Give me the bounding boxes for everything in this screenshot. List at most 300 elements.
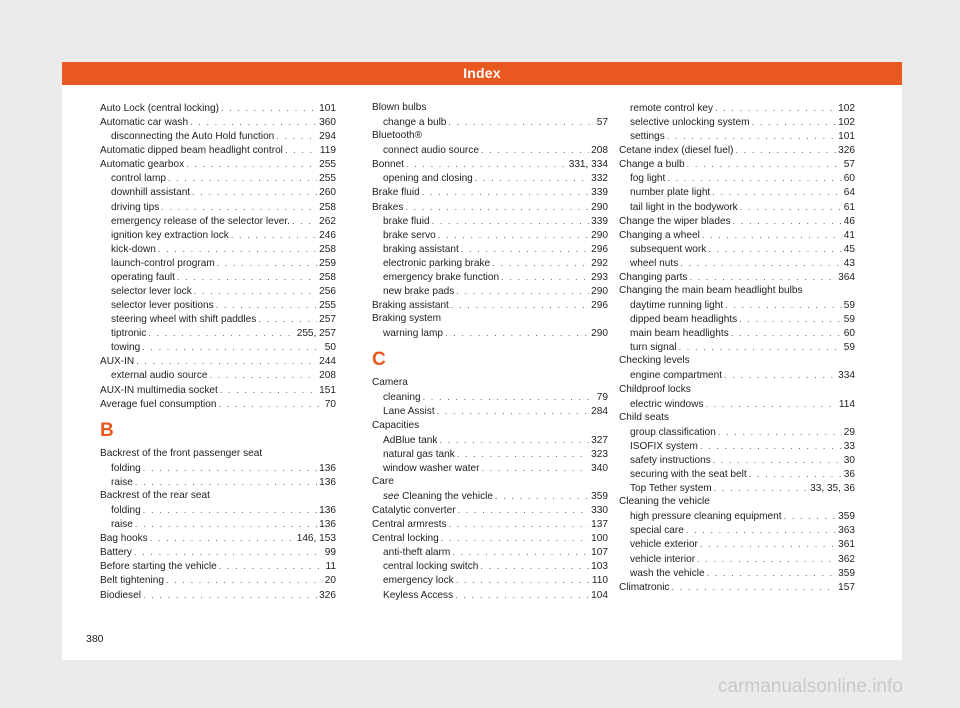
page-reference: 255, 257 bbox=[296, 328, 336, 340]
dot-leader bbox=[220, 383, 317, 397]
dot-leader bbox=[671, 580, 836, 594]
index-subentry bbox=[100, 312, 336, 326]
index-subentry bbox=[372, 545, 608, 559]
index-entry-text: selector lever lock bbox=[111, 286, 192, 298]
index-heading-text: Cleaning the vehicle bbox=[619, 496, 710, 508]
dot-leader bbox=[702, 228, 842, 242]
page-reference: 99 bbox=[324, 547, 336, 559]
index-entry-text: window washer water bbox=[383, 462, 480, 474]
dot-leader bbox=[700, 537, 836, 551]
dot-leader bbox=[451, 298, 589, 312]
index-heading-text: Backrest of the front passenger seat bbox=[100, 447, 263, 459]
index-entry-text: remote control key bbox=[630, 103, 714, 114]
dot-leader bbox=[456, 573, 590, 587]
page-reference: 45 bbox=[843, 243, 855, 255]
index-entry-text: central locking switch bbox=[383, 561, 479, 573]
dot-leader bbox=[457, 447, 589, 461]
index-subentry bbox=[619, 439, 855, 453]
index-subentry bbox=[372, 390, 608, 404]
index-subentry bbox=[372, 588, 608, 602]
index-subentry bbox=[372, 214, 608, 228]
index-column-2 bbox=[372, 101, 608, 602]
dot-leader bbox=[432, 214, 590, 228]
index-column-1 bbox=[100, 101, 336, 602]
page-reference: 102 bbox=[838, 117, 855, 129]
index-entry-text: Changing parts bbox=[619, 271, 688, 283]
index-entry-text: dipped beam headlights bbox=[630, 314, 738, 326]
index-entry-text: engine compartment bbox=[630, 370, 723, 382]
index-entry-text: anti-theft alarm bbox=[383, 547, 451, 559]
index-subentry bbox=[619, 242, 855, 256]
index-heading bbox=[619, 284, 855, 298]
dot-leader bbox=[190, 115, 317, 129]
dot-leader bbox=[480, 559, 589, 573]
page-reference: 59 bbox=[843, 314, 855, 326]
dot-leader bbox=[739, 312, 842, 326]
index-entry bbox=[100, 545, 336, 559]
index-entry-text: folding bbox=[111, 462, 141, 474]
page-reference: 244 bbox=[319, 356, 336, 368]
page-reference: 33, 35, 36 bbox=[810, 483, 855, 495]
index-heading bbox=[372, 101, 608, 115]
index-entry-text: launch-control program bbox=[111, 257, 215, 269]
index-heading-text: Changing the main beam headlight bulbs bbox=[619, 285, 803, 297]
index-entry-text: change a bulb bbox=[383, 117, 447, 129]
dot-leader bbox=[168, 171, 317, 185]
index-entry-text: Auto Lock (central locking) bbox=[100, 103, 219, 114]
page-reference: 362 bbox=[838, 553, 855, 565]
index-subentry bbox=[100, 129, 336, 143]
index-heading-text: Blown bulbs bbox=[372, 102, 427, 113]
dot-leader bbox=[687, 157, 842, 171]
page-reference: 361 bbox=[838, 539, 855, 551]
dot-leader bbox=[285, 143, 318, 157]
index-entry-text: tail light in the bodywork bbox=[630, 201, 738, 213]
index-entry-text: Bag hooks bbox=[100, 533, 148, 545]
dot-leader bbox=[221, 101, 317, 115]
index-subentry bbox=[100, 242, 336, 256]
page-reference: 61 bbox=[843, 201, 855, 213]
page-reference: 331, 334 bbox=[568, 159, 608, 171]
dot-leader bbox=[438, 228, 589, 242]
index-subentry bbox=[372, 284, 608, 298]
dot-leader bbox=[405, 200, 589, 214]
index-subentry bbox=[372, 559, 608, 573]
index-heading bbox=[100, 447, 336, 461]
index-subentry bbox=[372, 326, 608, 340]
index-entry bbox=[100, 101, 336, 115]
page-reference: 339 bbox=[591, 215, 608, 227]
index-subentry bbox=[372, 242, 608, 256]
index-entry-text: emergency brake function bbox=[383, 271, 500, 283]
dot-leader bbox=[292, 214, 317, 228]
index-entry-text: wheel nuts bbox=[630, 257, 679, 269]
index-heading bbox=[100, 489, 336, 503]
page-reference: 30 bbox=[843, 454, 855, 466]
page-reference: 59 bbox=[843, 300, 855, 312]
page-reference: 327 bbox=[591, 434, 608, 446]
page-reference: 339 bbox=[591, 187, 608, 199]
index-entry-text: emergency lock bbox=[383, 575, 454, 587]
index-subentry bbox=[619, 129, 855, 143]
index-entry-text: control lamp bbox=[111, 173, 166, 185]
index-entry-text: warning lamp bbox=[383, 328, 444, 340]
index-heading-text: Backrest of the rear seat bbox=[100, 489, 210, 501]
index-entry-text: external audio source bbox=[111, 370, 208, 382]
page-reference: 359 bbox=[591, 490, 608, 502]
index-entry bbox=[100, 559, 336, 573]
page-reference: 246 bbox=[319, 229, 336, 241]
index-entry-text: Automatic car wash bbox=[100, 117, 189, 129]
index-subentry bbox=[619, 326, 855, 340]
dot-leader bbox=[667, 129, 836, 143]
page-reference: 79 bbox=[596, 392, 608, 404]
page-reference: 43 bbox=[843, 257, 855, 269]
index-entry-text: Braking assistant bbox=[372, 300, 449, 312]
index-subentry bbox=[100, 214, 336, 228]
index-subentry bbox=[619, 340, 855, 354]
page-reference: 296 bbox=[591, 300, 608, 312]
index-subentry bbox=[100, 503, 336, 517]
index-subentry bbox=[619, 523, 855, 537]
dot-leader bbox=[689, 270, 836, 284]
page-title: Index bbox=[463, 65, 501, 81]
page-reference: 136 bbox=[319, 462, 336, 474]
index-subentry bbox=[619, 185, 855, 199]
page-reference: 100 bbox=[591, 533, 608, 545]
index-entry-text: Change a bulb bbox=[619, 159, 685, 171]
page-reference: 119 bbox=[319, 145, 336, 157]
index-entry bbox=[100, 573, 336, 587]
dot-leader bbox=[406, 157, 567, 171]
index-heading-text: Childproof locks bbox=[619, 383, 691, 395]
index-subentry bbox=[100, 517, 336, 531]
index-subentry bbox=[619, 397, 855, 411]
index-subentry bbox=[372, 270, 608, 284]
index-subentry bbox=[100, 185, 336, 199]
index-entry-text: Change the wiper blades bbox=[619, 215, 731, 227]
index-subentry bbox=[619, 453, 855, 467]
index-subentry bbox=[619, 368, 855, 382]
index-entry-text: downhill assistant bbox=[111, 187, 191, 199]
index-heading bbox=[372, 129, 608, 143]
index-heading-text: Bluetooth® bbox=[372, 130, 423, 142]
page-reference: 290 bbox=[591, 229, 608, 241]
index-entry-text: special care bbox=[630, 525, 684, 537]
index-heading bbox=[372, 419, 608, 433]
index-subentry bbox=[619, 101, 855, 115]
page-reference: 256 bbox=[319, 286, 336, 298]
dot-leader bbox=[712, 185, 842, 199]
index-subentry bbox=[619, 200, 855, 214]
page-reference: 64 bbox=[843, 187, 855, 199]
page-reference: 59 bbox=[843, 342, 855, 354]
index-entry-text: Central locking bbox=[372, 533, 439, 545]
page-reference: 137 bbox=[591, 519, 608, 531]
index-entry-text: electronic parking brake bbox=[383, 257, 491, 269]
page-reference: 363 bbox=[838, 525, 855, 537]
page-reference: 114 bbox=[838, 398, 855, 410]
dot-leader bbox=[455, 588, 589, 602]
index-entry bbox=[100, 143, 336, 157]
dot-leader bbox=[448, 115, 594, 129]
index-entry-text: securing with the seat belt bbox=[630, 469, 747, 481]
index-heading bbox=[619, 411, 855, 425]
page-reference: 157 bbox=[838, 581, 855, 593]
index-heading-text: Camera bbox=[372, 377, 408, 389]
dot-leader bbox=[492, 256, 589, 270]
dot-leader bbox=[714, 481, 808, 495]
index-heading-text: Care bbox=[372, 475, 394, 487]
see-target: Cleaning the vehicle bbox=[402, 490, 493, 502]
index-column-3 bbox=[619, 101, 855, 594]
page-reference: 110 bbox=[591, 575, 608, 587]
index-subentry bbox=[100, 200, 336, 214]
dot-leader bbox=[134, 545, 323, 559]
dot-leader bbox=[452, 545, 589, 559]
index-subentry bbox=[100, 461, 336, 475]
page-reference: 46 bbox=[843, 215, 855, 227]
dot-leader bbox=[784, 509, 837, 523]
index-entry bbox=[372, 200, 608, 214]
dot-leader bbox=[749, 467, 842, 481]
index-entry bbox=[100, 354, 336, 368]
page-reference: 258 bbox=[319, 271, 336, 283]
watermark: carmanualsonline.info bbox=[718, 676, 903, 697]
dot-leader bbox=[135, 475, 317, 489]
page-reference: 101 bbox=[838, 131, 855, 143]
index-entry-text: brake fluid bbox=[383, 215, 430, 227]
index-subentry bbox=[619, 425, 855, 439]
dot-leader bbox=[158, 242, 317, 256]
page-reference: 293 bbox=[591, 271, 608, 283]
index-entry-text: Top Tether system bbox=[630, 483, 712, 495]
dot-leader bbox=[148, 326, 294, 340]
index-entry bbox=[619, 157, 855, 171]
index-entry-text: new brake pads bbox=[383, 286, 455, 298]
index-subentry bbox=[619, 312, 855, 326]
page-reference: 60 bbox=[843, 328, 855, 340]
index-subentry bbox=[372, 404, 608, 418]
dot-leader bbox=[731, 326, 842, 340]
index-entry-text: cleaning bbox=[383, 392, 421, 404]
index-entry-text: wash the vehicle bbox=[630, 567, 705, 579]
index-entry bbox=[372, 298, 608, 312]
dot-leader bbox=[439, 433, 589, 447]
dot-leader bbox=[697, 552, 836, 566]
page-reference: 151 bbox=[319, 384, 336, 396]
index-subentry bbox=[619, 509, 855, 523]
index-subentry bbox=[372, 447, 608, 461]
dot-leader bbox=[680, 256, 842, 270]
page-reference: 255 bbox=[319, 300, 336, 312]
index-subentry bbox=[619, 537, 855, 551]
index-heading bbox=[619, 495, 855, 509]
index-entry-text: vehicle exterior bbox=[630, 539, 698, 551]
page-reference: 107 bbox=[591, 547, 608, 559]
index-subentry bbox=[372, 143, 608, 157]
index-entry-text: subsequent work bbox=[630, 243, 707, 255]
index-entry-text: raise bbox=[111, 519, 133, 531]
dot-leader bbox=[194, 284, 317, 298]
page-reference: 41 bbox=[843, 229, 855, 241]
page-reference: 136 bbox=[319, 519, 336, 531]
page-reference: 364 bbox=[838, 271, 855, 283]
index-heading-text: Child seats bbox=[619, 411, 669, 423]
page-number: 380 bbox=[86, 633, 104, 645]
dot-leader bbox=[216, 298, 317, 312]
index-entry-text: natural gas tank bbox=[383, 448, 455, 460]
index-subentry bbox=[100, 171, 336, 185]
dot-leader bbox=[735, 143, 836, 157]
index-subentry bbox=[372, 228, 608, 242]
index-entry bbox=[619, 270, 855, 284]
index-subentry bbox=[100, 340, 336, 354]
dot-leader bbox=[495, 489, 589, 503]
index-entry-text: Bonnet bbox=[372, 159, 404, 171]
index-entry-text: Keyless Access bbox=[383, 589, 454, 601]
index-entry-text: Central armrests bbox=[372, 519, 447, 531]
dot-leader bbox=[713, 453, 842, 467]
dot-leader bbox=[422, 185, 589, 199]
index-subentry bbox=[100, 270, 336, 284]
index-entry-text: disconnecting the Auto Hold function bbox=[111, 131, 275, 143]
index-subentry bbox=[619, 256, 855, 270]
dot-leader bbox=[733, 214, 842, 228]
index-heading bbox=[372, 475, 608, 489]
index-entry bbox=[100, 588, 336, 602]
page-reference: 104 bbox=[591, 589, 608, 601]
dot-leader bbox=[725, 298, 842, 312]
index-entry-text: Belt tightening bbox=[100, 575, 164, 587]
page-reference: 323 bbox=[591, 448, 608, 460]
page-reference: 136 bbox=[319, 476, 336, 488]
index-entry bbox=[619, 228, 855, 242]
see-reference: see bbox=[383, 490, 400, 502]
index-entry-text: electric windows bbox=[630, 398, 704, 410]
dot-leader bbox=[150, 531, 295, 545]
dot-leader bbox=[258, 312, 317, 326]
page-reference: 258 bbox=[319, 243, 336, 255]
index-subentry bbox=[619, 115, 855, 129]
page-reference: 102 bbox=[838, 103, 855, 114]
index-entry-text: Automatic dipped beam headlight control bbox=[100, 145, 283, 157]
page-reference: 29 bbox=[843, 426, 855, 438]
page-reference: 359 bbox=[838, 567, 855, 579]
index-entry bbox=[372, 531, 608, 545]
page-reference: 284 bbox=[591, 406, 608, 418]
dot-leader bbox=[437, 404, 590, 418]
dot-leader bbox=[143, 461, 317, 475]
index-entry-text: Brakes bbox=[372, 201, 404, 213]
page-reference: 208 bbox=[319, 370, 336, 382]
page-reference: 36 bbox=[843, 469, 855, 481]
index-entry bbox=[619, 143, 855, 157]
page-reference: 326 bbox=[319, 589, 336, 601]
index-entry bbox=[100, 115, 336, 129]
index-entry-text: brake servo bbox=[383, 229, 436, 241]
index-entry-text: Climatronic bbox=[619, 581, 670, 593]
page-reference: 360 bbox=[319, 117, 336, 129]
page-reference: 258 bbox=[319, 201, 336, 213]
dot-leader bbox=[219, 397, 323, 411]
index-entry-text: AUX-IN multimedia socket bbox=[100, 384, 218, 396]
dot-leader bbox=[219, 559, 324, 573]
index-entry-text: Average fuel consumption bbox=[100, 398, 217, 410]
index-entry-text: Cetane index (diesel fuel) bbox=[619, 145, 734, 157]
page-reference: 50 bbox=[324, 342, 336, 354]
dot-leader bbox=[186, 157, 317, 171]
page-reference: 60 bbox=[843, 173, 855, 185]
page-reference: 146, 153 bbox=[296, 533, 336, 545]
dot-leader bbox=[724, 368, 836, 382]
index-entry-text: ignition key extraction lock bbox=[111, 229, 229, 241]
page-reference: 103 bbox=[591, 561, 608, 573]
index-entry-text: ISOFIX system bbox=[630, 440, 698, 452]
index-entry-text: vehicle interior bbox=[630, 553, 696, 565]
dot-leader bbox=[166, 573, 323, 587]
dot-leader bbox=[217, 256, 317, 270]
page-reference: 359 bbox=[838, 511, 855, 523]
dot-leader bbox=[461, 242, 589, 256]
page-reference: 290 bbox=[591, 286, 608, 298]
index-entry-text: Before starting the vehicle bbox=[100, 561, 217, 573]
index-entry-text: group classification bbox=[630, 426, 716, 438]
page-reference: 136 bbox=[319, 505, 336, 517]
index-entry-text: Lane Assist bbox=[383, 406, 435, 418]
dot-leader bbox=[707, 566, 837, 580]
index-entry-text: selector lever positions bbox=[111, 300, 214, 312]
index-entry bbox=[372, 517, 608, 531]
page-reference: 57 bbox=[596, 117, 608, 129]
dot-leader bbox=[445, 326, 589, 340]
page-reference: 70 bbox=[324, 398, 336, 410]
page-reference: 57 bbox=[843, 159, 855, 171]
index-entry-text: steering wheel with shift paddles bbox=[111, 314, 257, 326]
page-reference: 257 bbox=[319, 314, 336, 326]
dot-leader bbox=[740, 200, 842, 214]
index-entry bbox=[100, 531, 336, 545]
dot-leader bbox=[142, 340, 323, 354]
dot-leader bbox=[135, 517, 317, 531]
dot-leader bbox=[143, 503, 317, 517]
index-page bbox=[62, 62, 902, 660]
index-entry-text: kick-down bbox=[111, 243, 156, 255]
page-reference: 292 bbox=[591, 257, 608, 269]
index-entry-text: opening and closing bbox=[383, 173, 473, 185]
index-entry-text: folding bbox=[111, 505, 141, 517]
index-entry bbox=[100, 383, 336, 397]
index-entry-text: Brake fluid bbox=[372, 187, 420, 199]
dot-leader bbox=[161, 200, 317, 214]
dot-leader bbox=[715, 101, 836, 115]
page-reference: 11 bbox=[325, 561, 336, 573]
dot-leader bbox=[501, 270, 589, 284]
index-subentry bbox=[100, 298, 336, 312]
page-reference: 259 bbox=[319, 257, 336, 269]
index-entry-text: AUX-IN bbox=[100, 356, 135, 368]
dot-leader bbox=[423, 390, 595, 404]
index-entry bbox=[372, 503, 608, 517]
index-entry-text: Changing a wheel bbox=[619, 229, 700, 241]
index-heading bbox=[619, 383, 855, 397]
dot-leader bbox=[458, 503, 590, 517]
index-entry-text: number plate light bbox=[630, 187, 711, 199]
index-entry-text: Biodiesel bbox=[100, 589, 141, 601]
index-subentry bbox=[372, 433, 608, 447]
index-heading bbox=[372, 376, 608, 390]
dot-leader bbox=[143, 588, 317, 602]
